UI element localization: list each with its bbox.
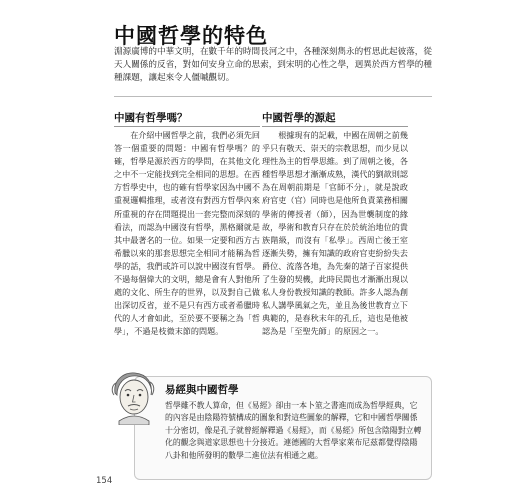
page-title: 中國哲學的特色	[114, 24, 268, 48]
callout-title: 易經與中國哲學	[165, 384, 239, 396]
right-column-heading: 中國哲學的源起	[262, 112, 336, 124]
callout-text: 哲學雖不教人算命，但《易經》卻由一本卜筮之書進而成為哲學經典，它的內容是由陰陽符號構成的圖象和對這些圖象的解釋，它和中國哲學關係十分密切，像是孔子就曾經解釋過《易經》，而《易經》所包含陰陽對立轉化的觀念與道家思想也十分接近。連德國的大哲學家萊布尼茲都覺得陰陽八卦和他所發明的數學二進位法有相通之處。	[165, 401, 422, 460]
left-column-heading: 中國有哲學嗎？	[114, 112, 188, 124]
philosopher-portrait-icon	[107, 369, 159, 425]
left-heading-rule	[114, 126, 260, 127]
left-column-body: 在介紹中國哲學之前，我們必須先回答一個重要的問題：中國有哲學嗎？的確，哲學是源於西方的學問，在其他文化之中不一定能找到完全相同的思想。在西方哲學史中，也的確有哲學家因為中國不重視邏輯推理，或者沒有對西方哲學內來所重視的存在問題提出一套完整而深刻的看法，而認為中國沒有哲學，黑格爾就是其中最著名的一位。如果一定要和西方古希臘以來的那套思想完全相同才能稱為哲學的話，我們或許可以說中國沒有哲學。不過每個偉大的文明，總是會有人對他所處的文化、所生存的世界，以及對自己做出深切反省，並不是只有西方或者希臘時代的人才會如此，至於要不要稱之為「哲學」，不過是枝微末節的問題。	[114, 130, 260, 337]
section-divider	[114, 96, 432, 97]
intro-paragraph: 淵源廣博的中華文明，在數千年的時間長河之中，各種深刻雋永的哲思此起彼落，從天人關係的反省，對如何安身立命的思索，到宋明的心性之學，迥異於西方哲學的種種課題，讓起來令人僵嘁觀切。	[114, 47, 432, 83]
right-column-body: 根據現有的記載，中國在周朝之前幾乎只有敬天、崇天的宗教思想，而少見以理性為主的哲學思維。到了周朝之後，各種哲學思想才漸漸成熟，漢代的劉歆則認為在周朝前期是「官師不分」，就是說政府官吏（官）同時也是他所負責業務相關學術的傳授者（師），因為世襲制度的緣故，學術和教育只存在於於統治地位的貴族階級，而沒有「私學」。西周亡後王室逐漸失勢，擁有知識的政府官吏紛紛失去爵位、流落各地，為先秦的諸子百家提供了生發的契機，此時民間也才漸漸出現以私人身份教授知識的教師。許多人認為創私人講學風氣之先，並且為後世教育立下典範的，是春秋末年的孔丘，這也是他被認為是「至聖先師」的原因之一。	[262, 130, 408, 337]
page-number: 154	[96, 476, 113, 486]
right-heading-rule	[262, 126, 408, 127]
